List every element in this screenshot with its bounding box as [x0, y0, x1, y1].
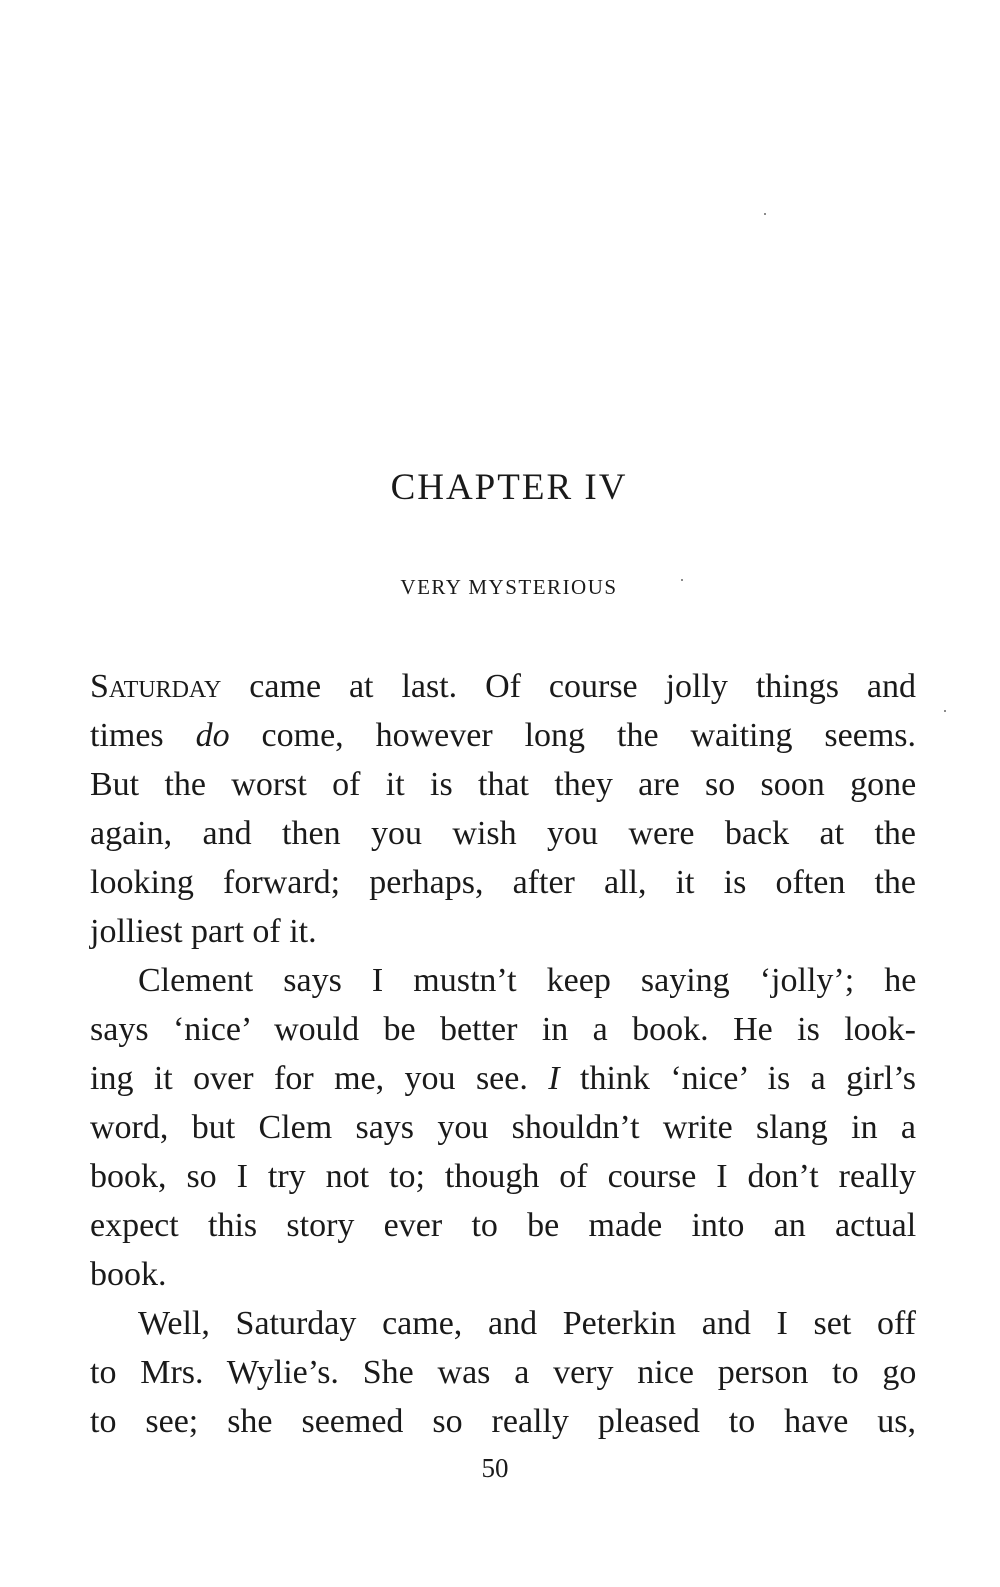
page-number: 50 [481, 1453, 509, 1483]
line-text: times [90, 717, 196, 754]
ink-speck [944, 710, 946, 712]
text-line: says ‘nice’ would be better in a book. He is look- [90, 1011, 916, 1048]
text-line [90, 1054, 916, 1103]
chapter-subtitle: VERY MYSTERIOUS [400, 575, 618, 599]
text-line: expect this story ever to be made into an actual [90, 1207, 917, 1244]
paragraph [90, 956, 916, 1299]
text-line: Clement says I mustn’t keep saying ‘jolly’; he [138, 962, 917, 999]
emphasis-text: do [195, 717, 230, 754]
ink-speck [764, 213, 766, 215]
paragraph [90, 662, 916, 956]
text-line: again, and then you wish you were back at the [90, 815, 916, 852]
text-line [90, 711, 916, 760]
text-line: jolliest part of it. [90, 913, 317, 950]
line-text: come, however long the waiting seems. [229, 717, 916, 754]
text-line: book, so I try not to; though of course I don’t really [90, 1158, 917, 1195]
emphasis-text: I [548, 1060, 560, 1097]
line-text: think ‘nice’ is a girl’s [559, 1060, 917, 1097]
drop-word: Saturday [90, 668, 222, 705]
paragraph [90, 1299, 916, 1446]
line-text: ing it over for me, you see. [90, 1060, 549, 1097]
text-line: to see; she seemed so really pleased to have us, [90, 1403, 917, 1440]
text-line: to Mrs. Wylie’s. She was a very nice person to go [90, 1354, 917, 1391]
text-line: book. [90, 1256, 167, 1293]
text-line: But the worst of it is that they are so soon gone [90, 766, 917, 803]
text-line: looking forward; perhaps, after all, it is often the [90, 864, 916, 901]
text-line [90, 662, 916, 711]
chapter-title: CHAPTER IV [390, 467, 628, 508]
body-text [90, 662, 916, 1446]
text-line: Well, Saturday came, and Peterkin and I set off [138, 1305, 916, 1342]
text-line: word, but Clem says you shouldn’t write slang in a [90, 1109, 916, 1146]
line-text: came at last. Of course jolly things and [221, 668, 916, 705]
